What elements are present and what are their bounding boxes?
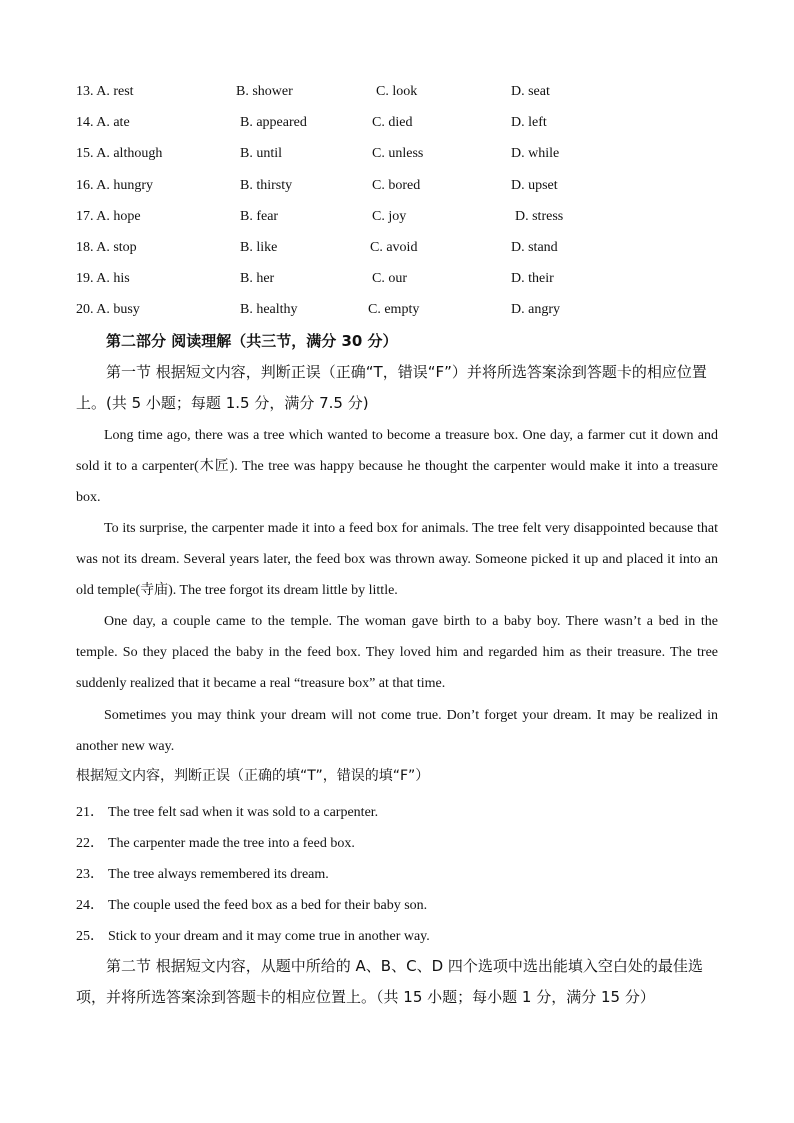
option-row-18 — [76, 240, 736, 260]
option-c: C. empty — [368, 302, 420, 317]
option-c: C. died — [372, 115, 413, 130]
passage-paragraph-1: Long time ago, there was a tree which wanted to become a treasure box. One day, a farmer cut it down and sold it to a carpenter(木匠). The tree was happy because he thought the carpenter would make it into a treasure box. — [76, 428, 718, 505]
passage-paragraph-4: Sometimes you may think your dream will not come true. Don’t forget your dream. It may be realized in another new way. — [76, 708, 718, 754]
statement-21 — [76, 801, 378, 821]
option-row-15 — [76, 146, 736, 166]
option-row-14 — [76, 115, 736, 135]
option-d: D. angry — [511, 302, 560, 317]
option-a: 20. A. busy — [76, 302, 140, 317]
option-b: B. shower — [236, 84, 293, 99]
option-a: 17. A. hope — [76, 209, 141, 224]
statement-22 — [76, 832, 355, 852]
option-b: B. like — [240, 240, 278, 255]
option-b: B. thirsty — [240, 178, 293, 193]
statement-23 — [76, 863, 329, 883]
passage-paragraph-3: One day, a couple came to the temple. The woman gave birth to a baby boy. There wasn’t a bed in the temple. So they placed the baby in the feed box. They loved him and regarded him as their treasure. The tree suddenly realized that it became a real “treasure box” at that time. — [76, 614, 718, 691]
statement-number: 23． — [76, 867, 104, 882]
option-b: B. healthy — [240, 302, 298, 317]
option-d: D. stress — [515, 209, 564, 224]
section1-instruction: 第一节 根据短文内容，判断正误（正确“T，错误“F”）并将所选答案涂到答题卡的相应位置上。(共 5 小题；每题 1.5 分，满分 7.5 分) — [76, 363, 707, 412]
statement-number: 21． — [76, 805, 104, 820]
section2-instruction: 第二节 根据短文内容，从题中所给的 A、B、C、D 四个选项中选出能填入空白处的最佳选项，并将所选答案涂到答题卡的相应位置上。（共 15 小题；每小题 1 分，满分 15 分） — [76, 957, 703, 1006]
option-d: D. their — [511, 271, 554, 286]
option-c: C. bored — [372, 178, 421, 193]
option-a: 15. A. although — [76, 146, 163, 161]
option-b: B. until — [240, 146, 283, 161]
statement-text: The couple used the feed box as a bed for their baby son. — [108, 898, 428, 913]
statement-text: The tree felt sad when it was sold to a carpenter. — [108, 805, 379, 820]
option-row-20 — [76, 302, 736, 322]
option-d: D. seat — [511, 84, 550, 99]
option-b: B. appeared — [240, 115, 307, 130]
option-c: C. look — [376, 84, 418, 99]
statement-text: Stick to your dream and it may come true in another way. — [108, 929, 430, 944]
option-d: D. while — [511, 146, 560, 161]
option-b: B. her — [240, 271, 275, 286]
option-c: C. avoid — [370, 240, 418, 255]
option-b: B. fear — [240, 209, 279, 224]
option-a: 19. A. his — [76, 271, 130, 286]
option-a: 13. A. rest — [76, 84, 134, 99]
option-row-16 — [76, 178, 736, 198]
statement-text: The carpenter made the tree into a feed box. — [108, 836, 355, 851]
option-a: 16. A. hungry — [76, 178, 153, 193]
option-c: C. joy — [372, 209, 407, 224]
tf-instruction: 根据短文内容，判断正误（正确的填“T”，错误的填“F”） — [76, 768, 430, 784]
option-c: C. our — [372, 271, 407, 286]
statement-24 — [76, 894, 427, 914]
statement-number: 24． — [76, 898, 104, 913]
statement-text: The tree always remembered its dream. — [108, 867, 329, 882]
option-d: D. upset — [511, 178, 558, 193]
option-row-17 — [76, 209, 736, 229]
option-a: 14. A. ate — [76, 115, 130, 130]
part2-heading: 第二部分 阅读理解（共三节，满分 30 分） — [106, 332, 398, 350]
option-row-13 — [76, 84, 736, 104]
option-d: D. left — [511, 115, 547, 130]
passage-paragraph-2: To its surprise, the carpenter made it into a feed box for animals. The tree felt very disappointed because that was not its dream. Several years later, the feed box was thrown away. Someone picked it up and placed it into an old temple(寺庙). The tree forgot its dream little by little. — [76, 521, 718, 598]
option-row-19 — [76, 271, 736, 291]
statement-25 — [76, 925, 430, 945]
statement-number: 22． — [76, 836, 104, 851]
statement-number: 25． — [76, 929, 104, 944]
option-d: D. stand — [511, 240, 558, 255]
option-c: C. unless — [372, 146, 424, 161]
option-a: 18. A. stop — [76, 240, 137, 255]
